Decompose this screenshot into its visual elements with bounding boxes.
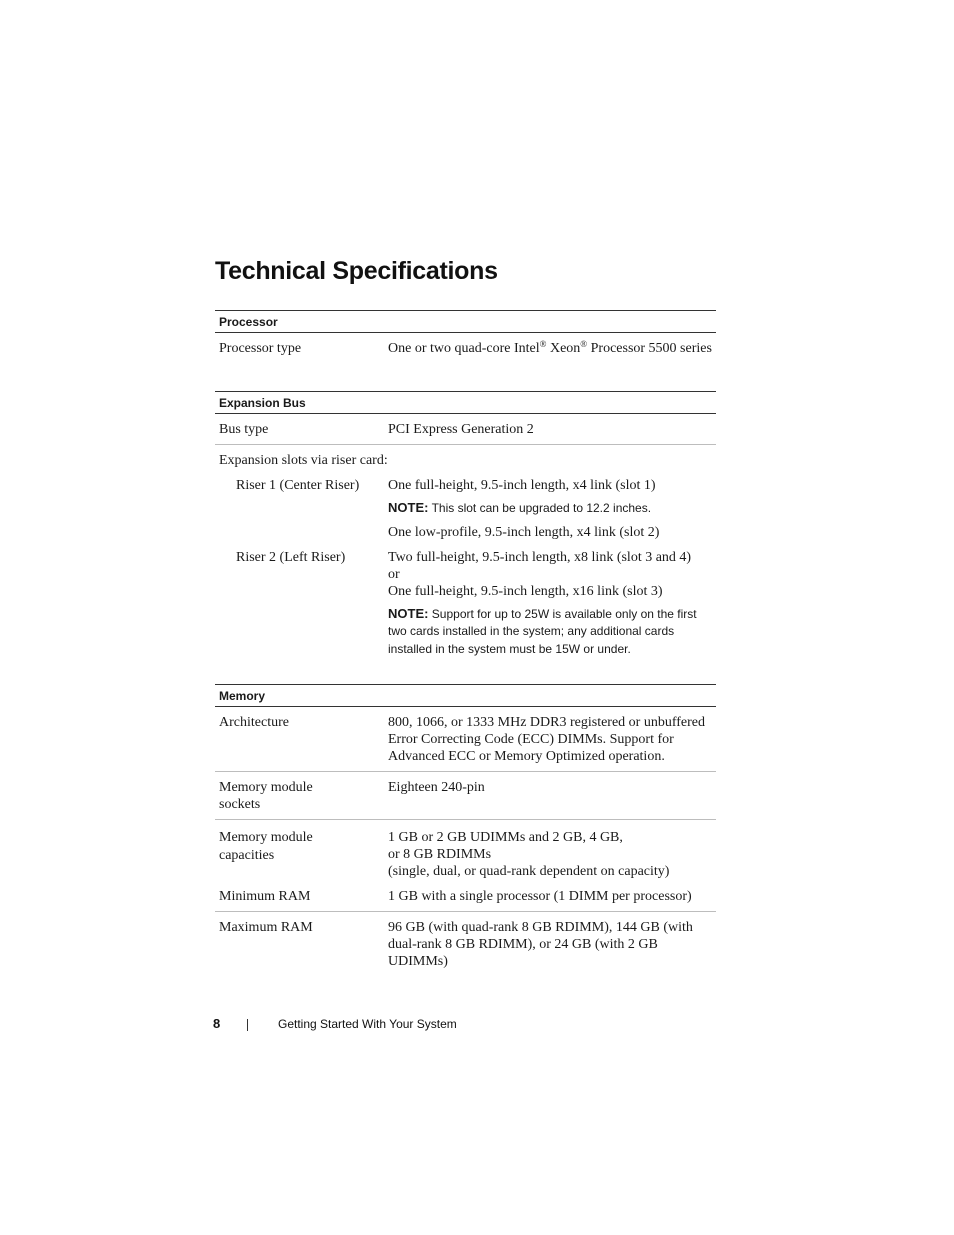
chapter-title: Getting Started With Your System	[278, 1017, 457, 1031]
page-title: Technical Specifications	[215, 257, 498, 285]
spec-value	[388, 829, 716, 880]
note-label: NOTE:	[388, 500, 429, 515]
spec-row-riser-2	[215, 541, 716, 667]
spec-value-text: or 8 GB RDIMMs	[388, 847, 492, 862]
spec-value-text: One full-height, 9.5-inch length, x4 link (slot 1)	[388, 478, 656, 493]
spec-value-text: or	[388, 566, 400, 582]
spec-value-text: Processor 5500 series	[587, 341, 712, 356]
spec-value: Eighteen 240-pin	[388, 780, 485, 795]
spec-row-bus-type	[215, 414, 716, 445]
spec-row-riser-1	[215, 469, 716, 541]
spec-label: Riser 2 (Left Riser)	[236, 549, 346, 565]
spec-row-memory-capacities	[215, 820, 716, 880]
spec-value: 800, 1066, or 1333 MHz DDR3 registered or unbuffered Error Correcting Code (ECC) DIMMs. Support for Advanced ECC or Memory Optimized operation.	[388, 715, 706, 764]
registered-mark: ®	[580, 339, 588, 349]
spec-value-text: 1 GB or 2 GB UDIMMs and 2 GB, 4 GB,	[388, 830, 623, 845]
note	[388, 499, 712, 518]
spec-label: Memory module sockets	[219, 780, 313, 812]
spec-row-memory-sockets	[215, 772, 716, 820]
note-text: Support for up to 25W is available only on the first two cards installed in the system; any additional cards installed in the system must be 15W or under.	[388, 606, 697, 656]
spec-row-architecture	[215, 707, 716, 772]
spec-label: Expansion slots via riser card:	[219, 453, 388, 468]
spec-row-processor-type	[215, 333, 716, 365]
spec-row-expansion-slots	[215, 445, 716, 469]
note-label: NOTE:	[388, 605, 429, 621]
spec-label: Bus type	[219, 422, 269, 437]
spec-label: Processor type	[219, 341, 302, 356]
spec-value-text: One full-height, 9.5-inch length, x16 link (slot 3)	[388, 583, 663, 599]
spec-value-text: Two full-height, 9.5-inch length, x8 link (slot 3 and 4)	[388, 549, 692, 565]
spec-label: Memory module capacities	[219, 830, 313, 863]
spec-value: 96 GB (with quad-rank 8 GB RDIMM), 144 GB (with dual-rank 8 GB RDIMM), or 24 GB (with 2 GB UDIMMs)	[388, 920, 693, 969]
spec-table	[215, 310, 716, 970]
section-heading-memory: Memory	[215, 684, 716, 707]
spec-value-text: One or two quad-core Intel	[388, 341, 540, 356]
spec-value	[388, 549, 716, 659]
spec-value	[388, 340, 716, 357]
page-number: 8	[213, 1016, 221, 1031]
registered-mark: ®	[539, 339, 547, 349]
section-heading-expansion-bus: Expansion Bus	[215, 391, 716, 414]
spec-value-text: Xeon	[546, 341, 581, 356]
spec-label: Architecture	[219, 715, 289, 730]
section-heading-processor: Processor	[215, 310, 716, 333]
spec-value-text: One low-profile, 9.5-inch length, x4 link (slot 2)	[388, 524, 660, 540]
spec-label: Minimum RAM	[219, 889, 311, 904]
spec-value-text: (single, dual, or quad-rank dependent on capacity)	[388, 864, 670, 879]
spec-value: PCI Express Generation 2	[388, 422, 534, 437]
note	[388, 605, 712, 659]
spec-row-maximum-ram	[215, 912, 716, 970]
spec-label: Riser 1 (Center Riser)	[236, 478, 360, 493]
spec-label: Maximum RAM	[219, 920, 313, 935]
footer-separator	[247, 1019, 248, 1031]
spec-row-minimum-ram	[215, 880, 716, 912]
spec-value: 1 GB with a single processor (1 DIMM per processor)	[388, 889, 692, 904]
spec-value	[388, 477, 716, 541]
note-text: This slot can be upgraded to 12.2 inches.	[428, 501, 652, 515]
